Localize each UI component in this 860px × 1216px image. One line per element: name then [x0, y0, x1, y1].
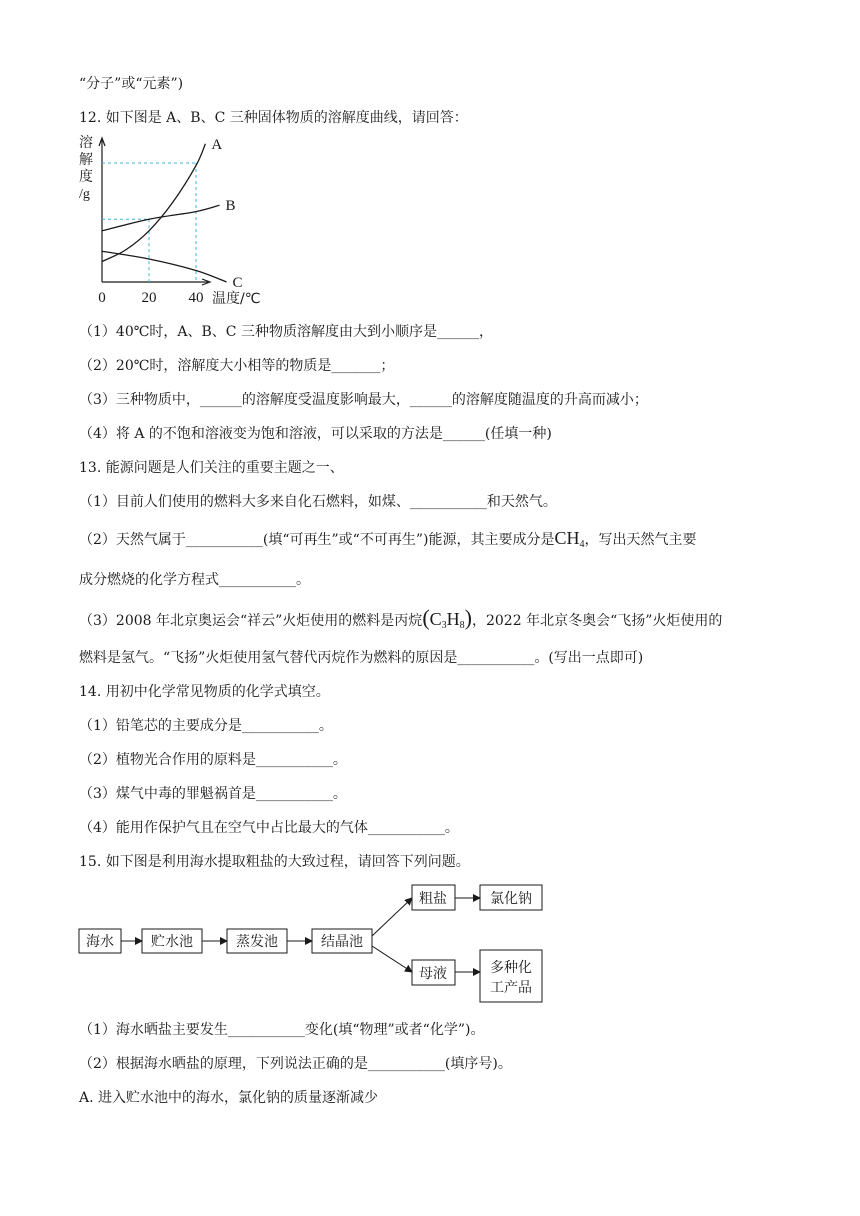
- arrow-crystallization-to-crude-salt: [372, 898, 412, 936]
- question-13-part-3a: [79, 605, 723, 636]
- curve-label-A: A: [211, 136, 223, 153]
- node-crude-salt: [412, 885, 455, 910]
- q13-2a-pre: （2）天然气属于___________(填“可再生”或“不可再生”)能源，其主要成分是: [79, 532, 555, 548]
- question-15-part-1: （1）海水晒盐主要发生___________变化(填“物理”或者“化学”)。: [79, 1022, 485, 1038]
- question-13-part-2a: [79, 528, 696, 555]
- question-15-part-2: （2）根据海水晒盐的原理，下列说法正确的是___________(填序号)。: [79, 1056, 512, 1072]
- node-mother-liquor: [412, 960, 455, 985]
- sea-salt-flowchart: [76, 880, 546, 1006]
- question-13-part-1: （1）目前人们使用的燃料大多来自化石燃料，如煤、___________和天然气。: [79, 494, 557, 510]
- svg-text:母液: 母液: [419, 966, 447, 982]
- chart-series: [102, 144, 227, 282]
- solubility-chart: [76, 132, 276, 312]
- curve-A: [102, 144, 205, 262]
- node-reservoir: [142, 929, 202, 953]
- question-15-option-a: A. 进入贮水池中的海水，氯化钠的质量逐渐减少: [79, 1090, 379, 1106]
- q13-3a-pre: （3）2008 年北京奥运会“祥云”火炬使用的燃料是丙烷: [79, 613, 423, 629]
- question-12-part-3: （3）三种物质中，______的溶解度受温度影响最大，______的溶解度随温度的升高而减小；: [79, 392, 648, 408]
- y-axis-label-char: 解: [79, 152, 93, 168]
- svg-text:多种化: 多种化: [490, 960, 532, 976]
- node-evaporation-pond: [227, 929, 287, 953]
- svg-text:工产品: 工产品: [490, 980, 532, 996]
- curve-C: [102, 251, 227, 282]
- question-14-part-3: （3）煤气中毒的罪魁祸首是___________。: [79, 786, 347, 802]
- question-14-part-4: （4）能用作保护气且在空气中占比最大的气体___________。: [79, 820, 459, 836]
- svg-text:海水: 海水: [86, 934, 114, 950]
- chart-texts: [79, 134, 260, 307]
- c3h8-formula: $(C_3H_8)$: [422, 605, 472, 631]
- y-axis-label-char: 溶: [79, 135, 93, 151]
- x-tick-label: 20: [141, 290, 157, 306]
- question-14-part-1: （1）铅笔芯的主要成分是___________。: [79, 718, 333, 734]
- x-tick-label: 0: [98, 290, 106, 306]
- q13-2a-post: ，写出天然气主要: [584, 532, 697, 548]
- continuation-line: “分子”或“元素”): [79, 76, 184, 92]
- question-12-part-4: （4）将 A 的不饱和溶液变为饱和溶液，可以采取的方法是______(任填一种): [79, 426, 552, 442]
- svg-text:蒸发池: 蒸发池: [236, 934, 278, 950]
- question-12-title: 12. 如下图是 A、B、C 三种固体物质的溶解度曲线，请回答：: [79, 110, 468, 126]
- svg-text:氯化钠: 氯化钠: [490, 891, 532, 907]
- x-axis-label: 温度/℃: [212, 291, 261, 307]
- question-12-part-2: （2）20℃时，溶解度大小相等的物质是_______；: [79, 358, 395, 374]
- curve-label-B: B: [225, 198, 236, 215]
- svg-text:结晶池: 结晶池: [321, 934, 363, 950]
- y-axis-label-char: 度: [79, 169, 93, 185]
- question-14-part-2: （2）植物光合作用的原料是___________。: [79, 752, 347, 768]
- svg-text:贮水池: 贮水池: [151, 934, 193, 950]
- node-sodium-chloride: [480, 885, 542, 910]
- question-12-part-1: （1）40℃时，A、B、C 三种物质溶解度由大到小顺序是______，: [79, 324, 493, 340]
- node-crystallization-pond: [312, 929, 372, 953]
- node-seawater: [79, 929, 121, 953]
- arrow-crystallization-to-mother-liquor: [372, 946, 412, 972]
- question-13-title: 13. 能源问题是人们关注的重要主题之一、: [79, 460, 344, 476]
- question-13-part-2b: 成分燃烧的化学方程式___________。: [79, 572, 310, 588]
- question-14-title: 14. 用初中化学常见物质的化学式填空。: [79, 684, 330, 700]
- ch4-formula: $CH_4$: [554, 528, 585, 550]
- y-axis-label-char: /g: [79, 187, 90, 202]
- node-chemical-products: [480, 950, 542, 1002]
- question-15-title: 15. 如下图是利用海水提取粗盐的大致过程，请回答下列问题。: [79, 854, 470, 870]
- curve-label-C: C: [232, 275, 243, 291]
- chart-guides: [102, 163, 196, 282]
- q13-3a-post: ，2022 年北京冬奥会“飞扬”火炬使用的: [471, 613, 723, 629]
- question-13-part-3b: 燃料是氢气。“飞扬”火炬使用氢气替代丙烷作为燃料的原因是___________。(写出一点即可): [79, 650, 644, 666]
- x-tick-label: 40: [188, 290, 204, 306]
- svg-text:粗盐: 粗盐: [419, 891, 447, 907]
